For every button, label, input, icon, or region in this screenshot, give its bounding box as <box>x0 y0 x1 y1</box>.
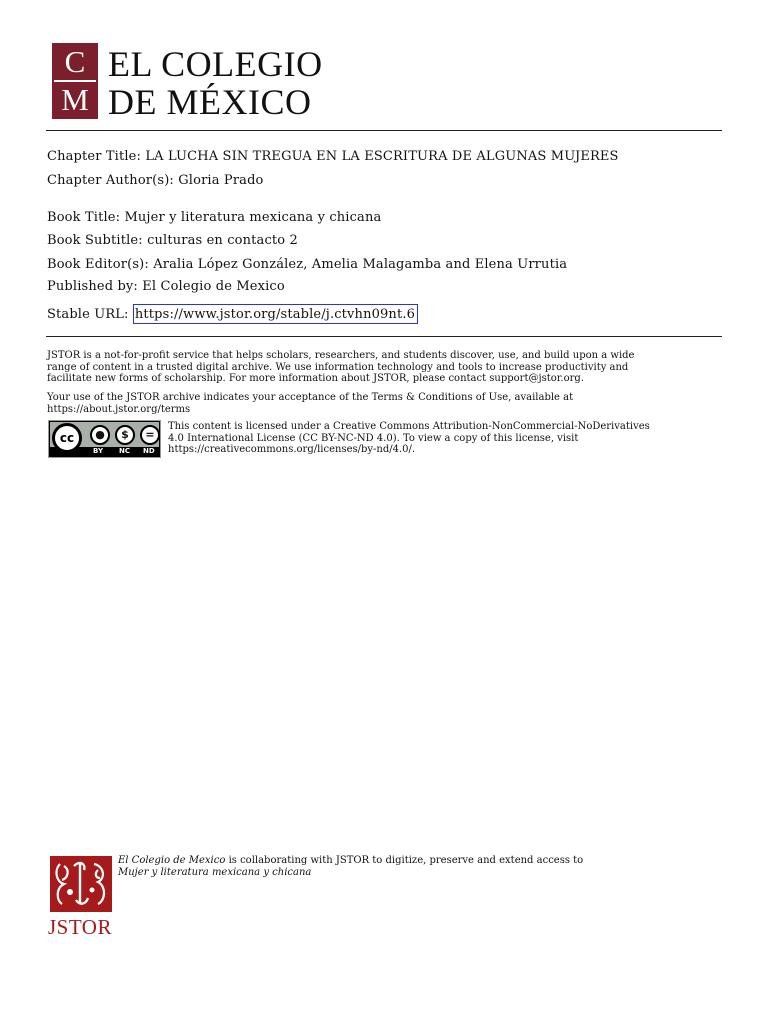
chapter-author: Gloria Prado <box>178 173 264 188</box>
jstor-wordmark: JSTOR <box>48 915 112 939</box>
attribution-icon: ● <box>90 425 110 445</box>
book-subtitle-row <box>47 233 298 249</box>
book-editors: Aralia López González, Amelia Malagamba and Elena Urrutia <box>153 257 568 272</box>
chapter-author-label: Chapter Author(s): <box>47 173 174 188</box>
noncommercial-icon: $ <box>115 425 135 445</box>
chapter-title-row <box>47 149 619 165</box>
publisher-logo <box>52 43 342 121</box>
top-divider <box>46 130 722 131</box>
terms-notice <box>47 392 727 415</box>
publisher-label: Published by: <box>47 279 138 294</box>
noderivatives-icon: = <box>140 425 160 445</box>
collab-org: El Colegio de Mexico <box>118 855 226 866</box>
logo-text-line2: DE MÉXICO <box>108 82 312 122</box>
jstor-notice-line: range of content in a trusted digital archive. We use information technology and tools to increase productivity and <box>47 361 629 373</box>
license-line: This content is licensed under a Creative Commons Attribution-NonCommercial-NoDerivatives <box>168 421 650 432</box>
stable-url-label: Stable URL: <box>47 307 129 322</box>
book-subtitle: culturas en contacto 2 <box>147 233 298 248</box>
jstor-notice-line: JSTOR is a not-for-profit service that helps scholars, researchers, and students discover, use, and build upon a wide <box>47 350 635 361</box>
license-line: 4.0 International License (CC BY-NC-ND 4.0). To view a copy of this license, visit <box>168 432 579 444</box>
cc-label-nc: NC <box>119 447 130 455</box>
publisher-name: El Colegio de Mexico <box>142 279 285 294</box>
jstor-logo-mark <box>50 856 112 912</box>
collab-text: is collaborating with JSTOR to digitize, preserve and extend access to <box>225 855 584 866</box>
logo-monogram-box <box>52 43 98 119</box>
chapter-title-label: Chapter Title: <box>47 149 142 164</box>
collab-book: Mujer y literatura mexicana y chicana <box>118 867 312 878</box>
stable-url-row <box>47 307 418 323</box>
collaboration-note <box>118 855 718 879</box>
book-editors-row <box>47 257 567 273</box>
chapter-author-row <box>47 173 264 189</box>
license-url[interactable]: https://creativecommons.org/licenses/by-nd/4.0/. <box>168 444 416 455</box>
license-text <box>168 421 728 456</box>
middle-divider <box>46 336 722 337</box>
book-subtitle-label: Book Subtitle: <box>47 233 143 248</box>
logo-text-line1: EL COLEGIO <box>108 44 323 84</box>
cc-label-by: BY <box>93 447 104 455</box>
cc-icon: cc <box>52 423 82 453</box>
book-title-label: Book Title: <box>47 210 121 225</box>
cc-license-badge[interactable] <box>48 420 161 458</box>
cc-label-nd: ND <box>143 447 155 455</box>
collaboration-line <box>118 855 718 867</box>
book-editors-label: Book Editor(s): <box>47 257 149 272</box>
publisher-row <box>47 279 285 295</box>
jstor-notice-line: facilitate new forms of scholarship. For more information about JSTOR, please contact support@jstor.org. <box>47 373 584 384</box>
chapter-title: LA LUCHA SIN TREGUA EN LA ESCRITURA DE ALGUNAS MUJERES <box>145 149 619 164</box>
jstor-ornament-icon <box>50 856 112 912</box>
book-title: Mujer y literatura mexicana y chicana <box>124 210 382 225</box>
terms-url[interactable]: https://about.jstor.org/terms <box>47 403 191 415</box>
logo-letter-m: M <box>61 82 89 117</box>
stable-url-link[interactable]: https://www.jstor.org/stable/j.ctvhn09nt.6 <box>133 304 418 324</box>
logo-letter-c: C <box>64 44 86 79</box>
jstor-notice <box>47 350 727 385</box>
terms-notice-line: Your use of the JSTOR archive indicates your acceptance of the Terms & Conditions of Use, available at <box>47 392 574 403</box>
book-title-row <box>47 210 381 226</box>
